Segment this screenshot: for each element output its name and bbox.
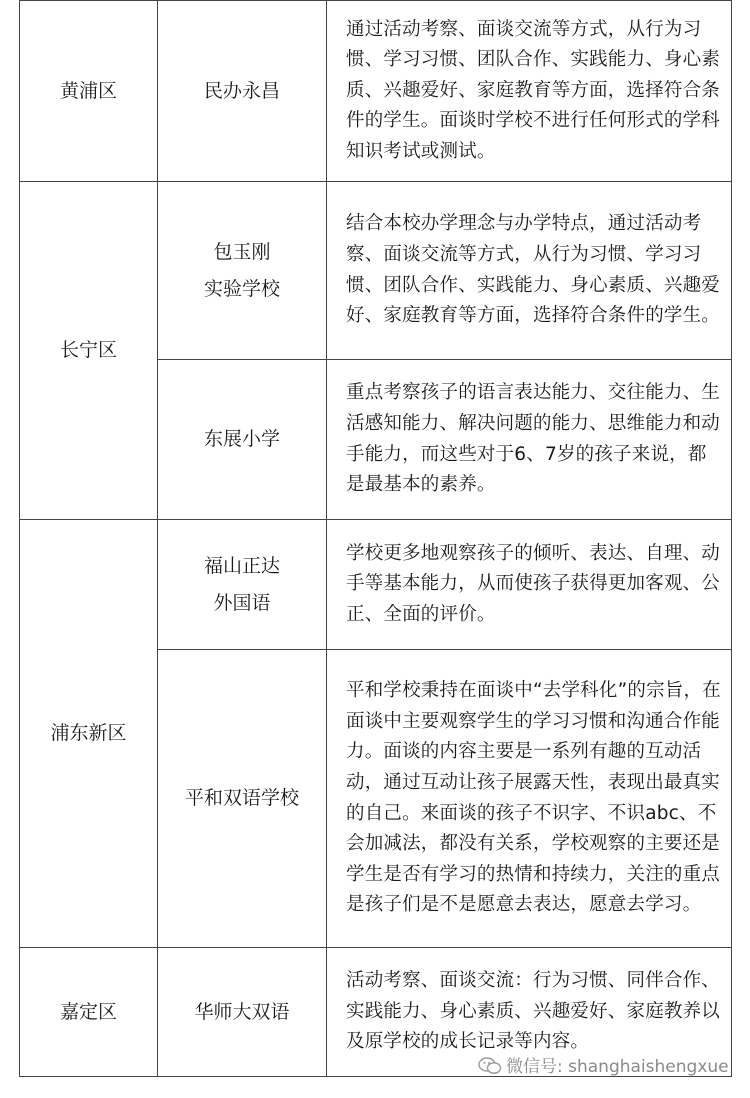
description-cell: 学校更多地观察孩子的倾听、表达、自理、动手等基本能力，从而使孩子获得更加客观、公正、全面的评价。 <box>327 520 732 650</box>
admission-table <box>19 0 732 1077</box>
watermark-text: 微信号: shanghaishengxue <box>506 1057 729 1077</box>
description-cell: 平和学校秉持在面谈中“去学科化”的宗旨，在面谈中主要观察学生的学习习惯和沟通合作能力。面谈的内容主要是一系列有趣的互动活动，通过互动让孩子展露天性，表现出最真实的自己。来面谈的孩子不识字、不识abc、不会加减法，都没有关系，学校观察的主要还是学生是否有学习的热情和持续力，关注的重点是孩子们是不是愿意去表达，愿意去学习。 <box>327 650 732 948</box>
school-cell <box>158 650 327 948</box>
watermark <box>478 1052 729 1077</box>
school-cell <box>158 1 327 182</box>
school-name: 福山正达 <box>203 554 280 577</box>
school-cell <box>158 948 327 1077</box>
description-cell: 重点考察孩子的语言表达能力、交往能力、生活感知能力、解决问题的能力、思维能力和动手能力，而这些对于6、7岁的孩子来说，都是最基本的素养。 <box>327 360 732 520</box>
description-cell: 通过活动考察、面谈交流等方式，从行为习惯、学习习惯、团队合作、实践能力、身心素质、兴趣爱好、家庭教育等方面，选择符合条件的学生。面谈时学校不进行任何形式的学科知识考试或测试。 <box>327 1 732 182</box>
school-name: 民办永昌 <box>203 79 280 102</box>
district-cell: 黄浦区 <box>20 1 158 182</box>
school-name: 包玉刚 <box>213 240 271 263</box>
school-name: 实验学校 <box>203 277 280 300</box>
school-cell <box>158 520 327 650</box>
description-cell: 活动考察、面谈交流：行为习惯、同伴合作、实践能力、身心素质、兴趣爱好、家庭教养以及原学校的成长记录等内容。 <box>327 948 732 1077</box>
school-name: 东展小学 <box>203 428 280 450</box>
school-name: 平和双语学校 <box>184 787 299 809</box>
table-row <box>20 1 732 182</box>
school-name: 外国语 <box>213 591 271 614</box>
wechat-icon <box>478 1057 502 1075</box>
school-name: 华师大双语 <box>194 1000 290 1023</box>
district-cell: 长宁区 <box>20 182 158 520</box>
table-row <box>20 182 732 360</box>
school-cell <box>158 182 327 360</box>
school-cell <box>158 360 327 520</box>
district-cell: 浦东新区 <box>20 520 158 948</box>
table-row <box>20 520 732 650</box>
district-cell: 嘉定区 <box>20 948 158 1077</box>
description-cell: 结合本校办学理念与办学特点，通过活动考察、面谈交流等方式，从行为习惯、学习习惯、团队合作、实践能力、身心素质、兴趣爱好、家庭教育等方面，选择符合条件的学生。 <box>327 182 732 360</box>
